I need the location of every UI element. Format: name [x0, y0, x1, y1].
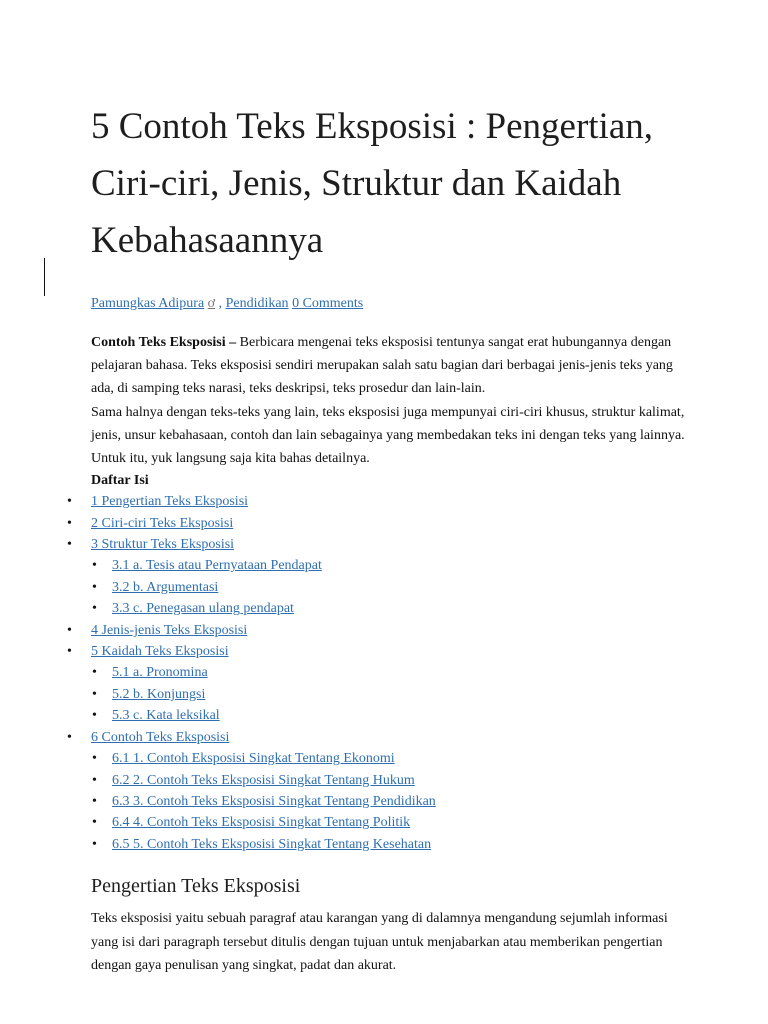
- article-title: 5 Contoh Teks Eksposisi : Pengertian, Ciri-ciri, Jenis, Struktur dan Kaidah Kebahasaannya: [91, 106, 653, 261]
- toc-subitem: [112, 662, 691, 683]
- toc-title: Daftar Isi: [91, 473, 149, 489]
- toc-subitem: [112, 705, 691, 726]
- toc-link[interactable]: 1 Pengertian Teks Eksposisi: [91, 494, 249, 510]
- section-paragraph: Teks eksposisi yaitu sebuah paragraf atau karangan yang di dalamnya mengandung sejumlah informasi yang isi dari paragraph tersebut ditulis dengan tujuan untuk menjabarkan atau memberikan pengertian dengan gaya penulisan yang singkat, padat dan akurat.: [91, 911, 668, 974]
- category-icon[interactable]: ơ: [207, 296, 216, 311]
- toc-sublink[interactable]: 6.4 4. Contoh Teks Eksposisi Singkat Tentang Politik: [112, 815, 411, 831]
- toc-subitem: [112, 812, 691, 833]
- intro-lead: Contoh Teks Eksposisi –: [91, 335, 237, 350]
- toc-sublink[interactable]: 6.5 5. Contoh Teks Eksposisi Singkat Tentang Kesehatan: [112, 836, 432, 852]
- meta-separator[interactable]: ,: [218, 296, 223, 311]
- toc-link[interactable]: 6 Contoh Teks Eksposisi: [91, 729, 230, 745]
- toc-sublist: [91, 662, 691, 726]
- article: [91, 98, 691, 978]
- toc-sublink[interactable]: 3.2 b. Argumentasi: [112, 579, 219, 595]
- toc-subitem: [112, 555, 691, 576]
- toc-link[interactable]: 4 Jenis-jenis Teks Eksposisi: [91, 622, 248, 638]
- category-link[interactable]: Pendidikan: [225, 296, 289, 311]
- toc-item: [91, 534, 691, 620]
- comments-link[interactable]: 0 Comments: [292, 296, 364, 311]
- toc-sublink[interactable]: 5.1 a. Pronomina: [112, 665, 208, 681]
- toc-link[interactable]: 3 Struktur Teks Eksposisi: [91, 537, 235, 553]
- toc-sublink[interactable]: 3.1 a. Tesis atau Pernyataan Pendapat: [112, 558, 322, 574]
- toc-subitem: [112, 834, 691, 855]
- intro: [91, 331, 691, 470]
- toc-item: [91, 620, 691, 641]
- toc-subitem: [112, 577, 691, 598]
- toc-sublist: [91, 555, 691, 619]
- toc-sublink[interactable]: 6.1 1. Contoh Eksposisi Singkat Tentang Ekonomi: [112, 751, 395, 767]
- article-meta: [91, 295, 691, 313]
- toc-sublink[interactable]: 6.3 3. Contoh Teks Eksposisi Singkat Tentang Pendidikan: [112, 793, 436, 809]
- toc-subitem: [112, 598, 691, 619]
- toc-sublink[interactable]: 6.2 2. Contoh Teks Eksposisi Singkat Tentang Hukum: [112, 772, 415, 788]
- intro-lead-text: Berbicara mengenai teks eksposisi tentunya sangat erat hubungannya dengan pelajaran bahasa. Teks eksposisi sendiri merupakan salah satu bagian dari berbagai jenis-jenis teks yang ada, di samping teks narasi, teks deskripsi, teks prosedur dan lain-lain.: [91, 335, 673, 397]
- toc-sublink[interactable]: 5.3 c. Kata leksikal: [112, 708, 220, 724]
- toc-sublink[interactable]: 3.3 c. Penegasan ulang pendapat: [112, 601, 294, 617]
- toc-item: [91, 727, 691, 855]
- toc-sublist: [91, 748, 691, 855]
- toc-link[interactable]: 5 Kaidah Teks Eksposisi: [91, 644, 229, 660]
- toc-subitem: [112, 748, 691, 769]
- intro-paragraph-1: [91, 331, 691, 401]
- section-heading: Pengertian Teks Eksposisi: [91, 875, 301, 898]
- toc-item: [91, 641, 691, 727]
- toc-sublink[interactable]: 5.2 b. Konjungsi: [112, 686, 206, 702]
- toc-item: [91, 491, 691, 512]
- toc-item: [91, 513, 691, 534]
- text-cursor: [44, 258, 45, 296]
- author-link[interactable]: Pamungkas Adipura: [91, 296, 205, 311]
- toc-subitem: [112, 684, 691, 705]
- toc-subitem: [112, 770, 691, 791]
- toc-subitem: [112, 791, 691, 812]
- intro-paragraph-2: Sama halnya dengan teks-teks yang lain, teks eksposisi juga mempunyai ciri-ciri khusus, struktur kalimat, jenis, unsur kebahasaan, contoh dan lain sebagainya yang membedakan teks ini dengan teks yang lainnya. Untuk itu, yuk langsung saja kita bahas detailnya.: [91, 404, 685, 467]
- table-of-contents: [91, 491, 691, 855]
- toc-link[interactable]: 2 Ciri-ciri Teks Eksposisi: [91, 515, 234, 531]
